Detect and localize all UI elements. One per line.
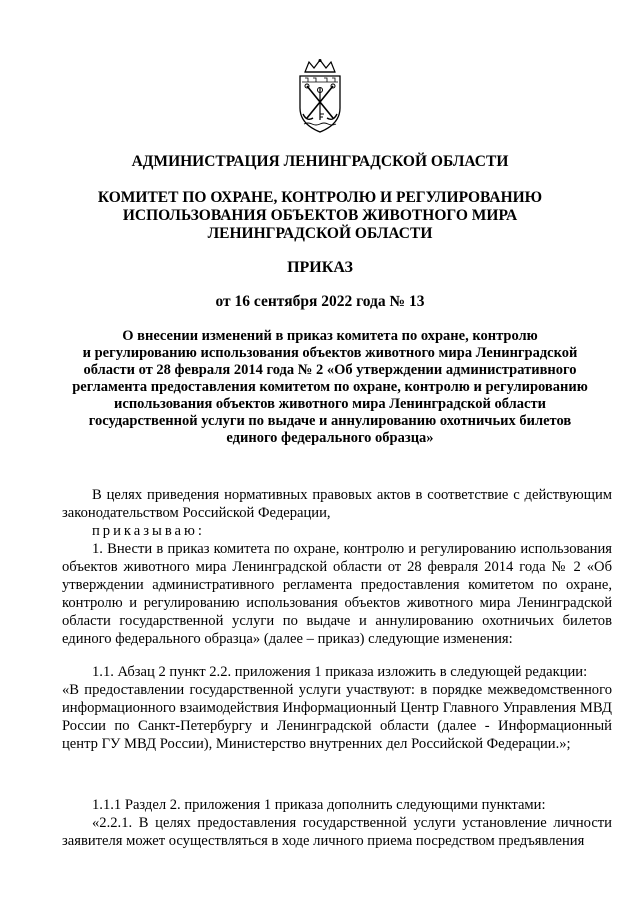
order-subject	[50, 328, 610, 447]
item-1-1-quote: «В предоставлении государственной услуги участвуют: в порядке межведомственного информационного взаимодействия Информационный Центр Главного Управления МВД России по Санкт-Петербургу и Ленинградской области (далее - Информационный центр ГУ МВД России), Министерство внутренних дел Российской Федерации.»;	[62, 682, 612, 752]
order-word: приказываю:	[92, 523, 205, 539]
administration-title: АДМИНИСТРАЦИЯ ЛЕНИНГРАДСКОЙ ОБЛАСТИ	[131, 153, 509, 170]
committee-line-3: ЛЕНИНГРАДСКОЙ ОБЛАСТИ	[207, 225, 433, 242]
committee-line-2: ИСПОЛЬЗОВАНИЯ ОБЪЕКТОВ ЖИВОТНОГО МИРА	[122, 207, 518, 224]
subject-line-1: О внесении изменений в приказ комитета по охране, контролю	[122, 328, 538, 344]
coat-of-arms-icon	[295, 58, 345, 134]
order-body-item-1-1-1	[62, 796, 612, 850]
item-1-paragraph: 1. Внести в приказ комитета по охране, контролю и регулированию использования объектов животного мира Ленинградской области от 28 февраля 2014 года № 2 «Об утверждении административного регламента предоставления комитетом по охране, контролю и регулированию использования объектов животного мира Ленинградской области государственной услуги по выдаче и аннулированию охотничьих билетов единого федерального образца» (далее – приказ) следующие изменения:	[62, 541, 612, 647]
order-body-item-1-1	[62, 663, 612, 753]
item-1-1-1-paragraph: 1.1.1 Раздел 2. приложения 1 приказа дополнить следующими пунктами:	[92, 797, 546, 813]
subject-line-3: области от 28 февраля 2014 года № 2 «Об утверждении административного	[83, 362, 577, 378]
order-body-intro	[62, 486, 612, 648]
order-title: ПРИКАЗ	[287, 259, 353, 276]
subject-line-7: единого федерального образца»	[226, 430, 434, 446]
subject-line-6: государственной услуги по выдаче и аннулированию охотничьих билетов	[88, 413, 572, 429]
committee-line-1: КОМИТЕТ ПО ОХРАНЕ, КОНТРОЛЮ И РЕГУЛИРОВАНИЮ	[97, 189, 543, 206]
intro-paragraph: В целях приведения нормативных правовых актов в соответствие с действующим законодательством Российской Федерации,	[62, 487, 612, 521]
order-date: от 16 сентября 2022 года № 13	[215, 293, 425, 310]
subject-line-4: регламента предоставления комитетом по охране, контролю и регулированию	[72, 379, 588, 395]
committee-title	[60, 189, 580, 243]
subject-line-2: и регулированию использования объектов животного мира Ленинградской	[82, 345, 578, 361]
item-1-1-paragraph: 1.1. Абзац 2 пункт 2.2. приложения 1 приказа изложить в следующей редакции:	[92, 664, 588, 680]
subject-line-5: использования объектов животного мира Ленинградской области	[114, 396, 546, 412]
item-2-2-1-paragraph: «2.2.1. В целях предоставления государственной услуги установление личности заявителя может осуществляться в ходе личного приема посредством предъявления	[62, 815, 612, 849]
